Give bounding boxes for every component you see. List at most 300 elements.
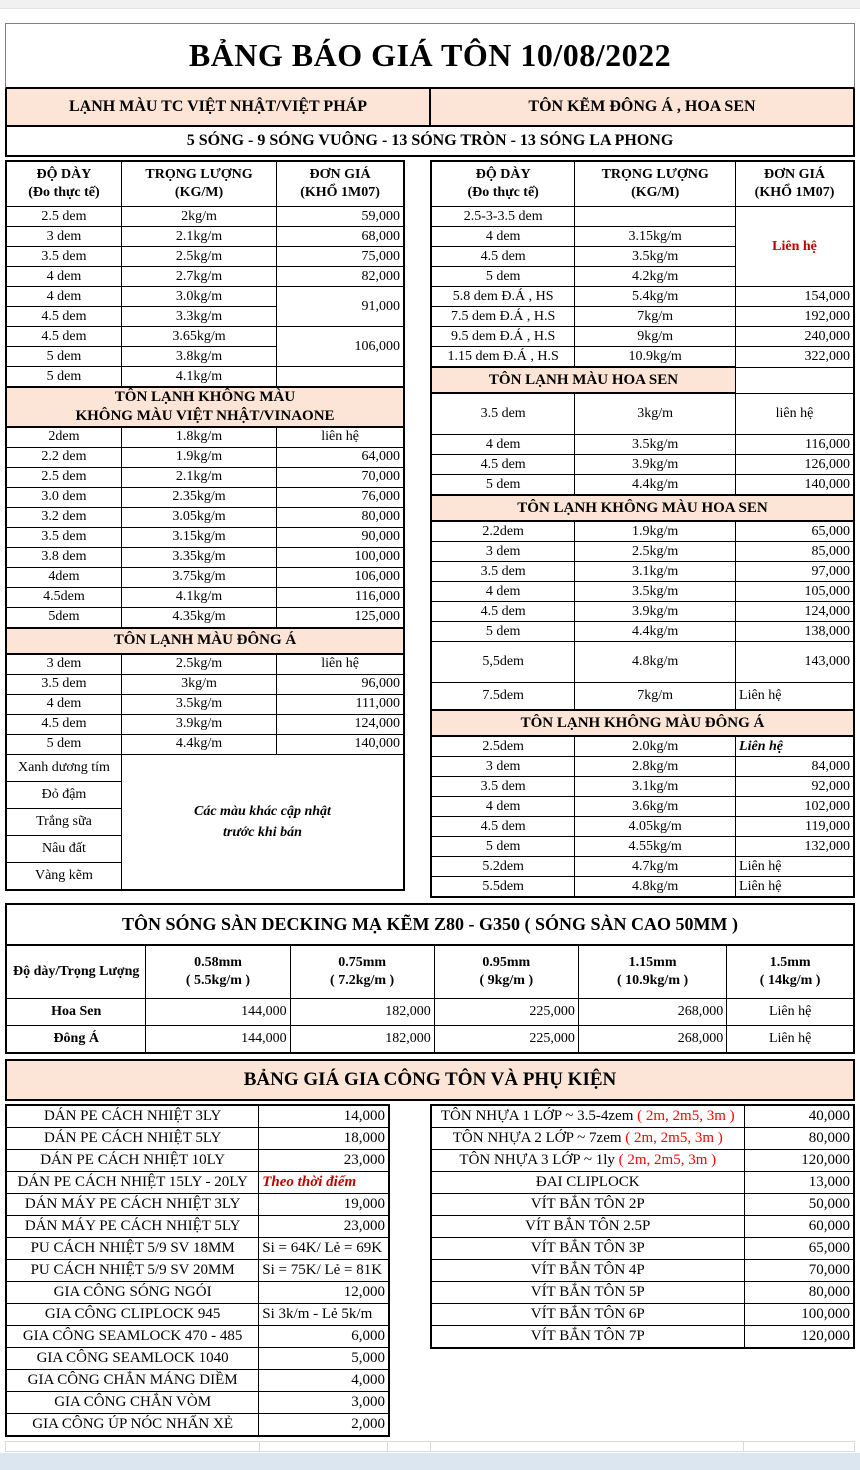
cell: 23,000 [259, 1150, 389, 1172]
cell: 4.5 dem [431, 247, 575, 267]
cell: Liên hệ [736, 736, 854, 757]
cell: 268,000 [578, 1026, 726, 1054]
empty-cell [260, 1441, 388, 1452]
table-row [431, 327, 854, 347]
cell: ĐỘ DÀY (Đo thực tế) [6, 161, 121, 207]
cell: 3.5 dem [431, 393, 575, 435]
cell: 4.5 dem [431, 817, 575, 837]
table-row [6, 207, 404, 227]
table-row [431, 495, 854, 521]
cell: liên hệ [736, 393, 854, 435]
cell: Liên hệ [727, 1026, 854, 1054]
cell: 3.8kg/m [121, 347, 276, 367]
empty-cell [744, 1441, 855, 1452]
cell: Si 3k/m - Lẻ 5k/m [259, 1304, 389, 1326]
cell: 59,000 [277, 207, 404, 227]
cell: 2.7kg/m [121, 267, 276, 287]
cell: Hoa Sen [6, 999, 146, 1026]
cell: 3.05kg/m [121, 507, 276, 527]
cell: 2kg/m [121, 207, 276, 227]
table-row [431, 347, 854, 368]
cell: ĐỘ DÀY (Đo thực tế) [431, 161, 575, 207]
cell: 4,000 [259, 1370, 389, 1392]
cell: DÁN PE CÁCH NHIỆT 10LY [6, 1150, 259, 1172]
cell: VÍT BẮN TÔN 7P [431, 1326, 744, 1349]
cell: 7.5dem [431, 683, 575, 711]
cell: 3kg/m [575, 393, 736, 435]
cell: 5.5dem [431, 877, 575, 898]
cell: 4.05kg/m [575, 817, 736, 837]
cell: 100,000 [744, 1304, 854, 1326]
cell: 1.9kg/m [121, 447, 276, 467]
cell: DÁN MÁY PE CÁCH NHIỆT 5LY [6, 1216, 259, 1238]
table-row [6, 507, 404, 527]
cell: TÔN LẠNH KHÔNG MÀU ĐÔNG Á [431, 710, 854, 736]
cell: ĐƠN GIÁ (KHỔ 1M07) [736, 161, 854, 207]
cell: 80,000 [744, 1128, 854, 1150]
table-row [431, 367, 854, 393]
table-row [431, 642, 854, 683]
cell: 2dem [6, 427, 121, 448]
table-row [6, 999, 854, 1026]
cell: 19,000 [259, 1194, 389, 1216]
cell: 75,000 [277, 247, 404, 267]
wave-types-subtitle: 5 SÓNG - 9 SÓNG VUÔNG - 13 SÓNG TRÒN - 13 SÓNG LA PHONG [5, 127, 855, 157]
cell: 3.5 dem [431, 562, 575, 582]
table-row [6, 1105, 389, 1128]
cell: 2.2 dem [6, 447, 121, 467]
table-row [6, 567, 404, 587]
cell: 23,000 [259, 1216, 389, 1238]
cell: VÍT BẮN TÔN 5P [431, 1282, 744, 1304]
cell: 2.5-3-3.5 dem [431, 207, 575, 227]
cell: GIA CÔNG CHẮN MÁNG DIỀM [6, 1370, 259, 1392]
table-row [431, 797, 854, 817]
cell: 3 dem [6, 227, 121, 247]
cell: Si = 75K/ Lẻ = 81K [259, 1260, 389, 1282]
cell: 100,000 [277, 547, 404, 567]
table-row [431, 1304, 854, 1326]
cell: 9.5 dem Đ.Á , H.S [431, 327, 575, 347]
cell: 4 dem [431, 582, 575, 602]
cell: Xanh dương tím [6, 754, 121, 781]
table-row [431, 521, 854, 542]
cell: PU CÁCH NHIỆT 5/9 SV 18MM [6, 1238, 259, 1260]
cell: 3kg/m [121, 674, 276, 694]
cell: 2,000 [259, 1414, 389, 1437]
cell: 4.55kg/m [575, 837, 736, 857]
table-row [431, 542, 854, 562]
cell [575, 207, 736, 227]
text-part: TÔN NHỰA 2 LỚP ~ 7zem [452, 1130, 626, 1146]
cell: 14,000 [259, 1105, 389, 1128]
table-row [6, 1370, 389, 1392]
table-row [431, 1128, 854, 1150]
table-row [431, 1216, 854, 1238]
cell: 4.8kg/m [575, 877, 736, 898]
cell: 5 dem [6, 734, 121, 754]
table-row [6, 1326, 389, 1348]
cell: 2.1kg/m [121, 467, 276, 487]
cell: 268,000 [578, 999, 726, 1026]
empty-cell [388, 1441, 431, 1452]
table-row [431, 602, 854, 622]
cell: 3.3kg/m [121, 307, 276, 327]
table-gia-cong [5, 1104, 390, 1437]
cell: ĐƠN GIÁ (KHỔ 1M07) [277, 161, 404, 207]
cell: ĐAI CLIPLOCK [431, 1172, 744, 1194]
cell: Theo thời điểm [259, 1172, 389, 1194]
table-row [431, 287, 854, 307]
cell: GIA CÔNG SÓNG NGÓI [6, 1282, 259, 1304]
acc-right-table [430, 1104, 855, 1349]
price-sheet [5, 23, 855, 1452]
cell: 4.5 dem [6, 307, 121, 327]
table-row [6, 628, 404, 654]
cell: 5 dem [431, 475, 575, 496]
cell: Vàng kẽm [6, 862, 121, 890]
table-row [6, 1392, 389, 1414]
cell: 3.2 dem [6, 507, 121, 527]
cell: 4.8kg/m [575, 642, 736, 683]
table-row [6, 674, 404, 694]
cell: 12,000 [259, 1282, 389, 1304]
table-row [431, 435, 854, 455]
cell: 50,000 [744, 1194, 854, 1216]
cell: 3.15kg/m [575, 227, 736, 247]
cell: 5 dem [6, 347, 121, 367]
table-row [431, 1172, 854, 1194]
cell: 3.6kg/m [575, 797, 736, 817]
cell: 4.1kg/m [121, 367, 276, 388]
cell: 154,000 [736, 287, 854, 307]
cell: 68,000 [277, 227, 404, 247]
cell [431, 1150, 744, 1172]
table-row [6, 527, 404, 547]
cell: 4.4kg/m [121, 734, 276, 754]
cell: 322,000 [736, 347, 854, 368]
decking-table [5, 944, 855, 1054]
table-row [6, 287, 404, 307]
cell: GIA CÔNG ÚP NÓC NHẤN XẺ [6, 1414, 259, 1437]
cell: 3.15kg/m [121, 527, 276, 547]
cell: 106,000 [277, 567, 404, 587]
cell: 3.0kg/m [121, 287, 276, 307]
cell: 3.9kg/m [575, 455, 736, 475]
table-row [6, 1026, 854, 1054]
cell: 85,000 [736, 542, 854, 562]
brand-banner [5, 89, 855, 127]
cell: 3.5kg/m [575, 582, 736, 602]
cell: 0.75mm ( 7.2kg/m ) [290, 945, 434, 999]
cell: 90,000 [277, 527, 404, 547]
cell: 225,000 [434, 1026, 578, 1054]
cell: 3,000 [259, 1392, 389, 1414]
cell: 0.58mm ( 5.5kg/m ) [146, 945, 290, 999]
table-row [6, 467, 404, 487]
decking-section-title: TÔN SÓNG SÀN DECKING MẠ KẼM Z80 - G350 ( SÓNG SÀN CAO 50MM ) [5, 903, 855, 944]
table-row [6, 327, 404, 347]
table-ton-kem-dong-a-hoa-sen [430, 160, 855, 898]
table-row [6, 714, 404, 734]
cell: 3.1kg/m [575, 562, 736, 582]
cell: 5 dem [431, 622, 575, 642]
cell: 92,000 [736, 777, 854, 797]
cell: 3.0 dem [6, 487, 121, 507]
cell: 2.0kg/m [575, 736, 736, 757]
cell: 2.5dem [431, 736, 575, 757]
cell: 4.5 dem [431, 455, 575, 475]
cell: VÍT BẮN TÔN 3P [431, 1238, 744, 1260]
cell: 3.5kg/m [575, 435, 736, 455]
table-row [6, 1348, 389, 1370]
cell: Si = 64K/ Lẻ = 69K [259, 1238, 389, 1260]
cell: TÔN LẠNH KHÔNG MÀU HOA SEN [431, 495, 854, 521]
cell: 4.4kg/m [575, 622, 736, 642]
cell: 126,000 [736, 455, 854, 475]
cell: 5.4kg/m [575, 287, 736, 307]
cell: TÔN LẠNH MÀU HOA SEN [431, 367, 736, 393]
table-row [431, 582, 854, 602]
cell: 5dem [6, 607, 121, 628]
cell: 125,000 [277, 607, 404, 628]
cell: 18,000 [259, 1128, 389, 1150]
cell: 84,000 [736, 757, 854, 777]
table-row [431, 1238, 854, 1260]
cell: TRỌNG LƯỢNG (KG/M) [121, 161, 276, 207]
cell: 64,000 [277, 447, 404, 467]
page-title: BẢNG BÁO GIÁ TÔN 10/08/2022 [5, 23, 855, 89]
cell: 102,000 [736, 797, 854, 817]
table-row [6, 1172, 389, 1194]
cell: 1.8kg/m [121, 427, 276, 448]
cell: 10.9kg/m [575, 347, 736, 368]
cell: 4 dem [6, 287, 121, 307]
cell: 124,000 [277, 714, 404, 734]
cell: Nâu đất [6, 835, 121, 862]
table-row [431, 307, 854, 327]
cell: 4dem [6, 567, 121, 587]
table-row [6, 1260, 389, 1282]
cell: Liên hệ [736, 683, 854, 711]
banner-dong-a-hoa-sen: TÔN KẼM ĐÔNG Á , HOA SEN [429, 89, 853, 127]
cell: TÔN LẠNH MÀU ĐÔNG Á [6, 628, 404, 654]
table-row [431, 683, 854, 711]
table-row [431, 1282, 854, 1304]
cell: 5.2dem [431, 857, 575, 877]
cell: 140,000 [277, 734, 404, 754]
table-row [6, 367, 404, 388]
cell: liên hệ [277, 427, 404, 448]
cell [431, 1105, 744, 1128]
table-row [431, 736, 854, 757]
cell: 70,000 [277, 467, 404, 487]
table-row [6, 694, 404, 714]
cell: 192,000 [736, 307, 854, 327]
cell: 4 dem [431, 797, 575, 817]
table-row [431, 622, 854, 642]
cell: Liên hệ [736, 877, 854, 898]
table-row [6, 1128, 389, 1150]
cell: 3.5 dem [6, 674, 121, 694]
cell: 225,000 [434, 999, 578, 1026]
table-row [6, 1414, 389, 1437]
cell: 1.15 dem Đ.Á , H.S [431, 347, 575, 368]
table-row [6, 267, 404, 287]
cell: 1.5mm ( 14kg/m ) [727, 945, 854, 999]
table-row [6, 587, 404, 607]
upper-tables-row [5, 160, 855, 898]
cell: 182,000 [290, 1026, 434, 1054]
table-row [6, 161, 404, 207]
cell: 1.15mm ( 10.9kg/m ) [578, 945, 726, 999]
acc-left-table [5, 1104, 390, 1437]
cell: 2.1kg/m [121, 227, 276, 247]
table-phu-kien [430, 1104, 855, 1349]
cell: 0.95mm ( 9kg/m ) [434, 945, 578, 999]
cell: 106,000 [277, 327, 404, 367]
cell: 40,000 [744, 1105, 854, 1128]
empty-spreadsheet-row [5, 1441, 855, 1452]
cell: 60,000 [744, 1216, 854, 1238]
empty-cell [431, 1441, 744, 1452]
cell: Liên hệ [736, 857, 854, 877]
cell: VÍT BẮN TÔN 2P [431, 1194, 744, 1216]
table-row [6, 945, 854, 999]
cell: 5,5dem [431, 642, 575, 683]
cell: 2.2dem [431, 521, 575, 542]
cell: 80,000 [744, 1282, 854, 1304]
cell: 80,000 [277, 507, 404, 527]
cell [431, 1128, 744, 1150]
cell: 4.5dem [6, 587, 121, 607]
table-row [431, 1150, 854, 1172]
cell: 120,000 [744, 1150, 854, 1172]
cell: Trắng sữa [6, 808, 121, 835]
cell: 4.5 dem [6, 327, 121, 347]
cell: 7kg/m [575, 683, 736, 711]
table-row [6, 754, 404, 781]
cell: 7.5 dem Đ.Á , H.S [431, 307, 575, 327]
table-row [6, 734, 404, 754]
cell: GIA CÔNG CHẮN VÒM [6, 1392, 259, 1414]
table-row [431, 837, 854, 857]
table-row [6, 1216, 389, 1238]
cell: 3.9kg/m [121, 714, 276, 734]
cell: 5 dem [431, 267, 575, 287]
cell: 140,000 [736, 475, 854, 496]
cell: GIA CÔNG SEAMLOCK 470 - 485 [6, 1326, 259, 1348]
table-row [431, 777, 854, 797]
cell: 3.35kg/m [121, 547, 276, 567]
text-part: ( 2m, 2m5, 3m ) [625, 1130, 723, 1146]
upper-right-table [430, 160, 855, 898]
table-row [431, 161, 854, 207]
table-row [6, 447, 404, 467]
table-row [431, 1260, 854, 1282]
cell: liên hệ [277, 654, 404, 675]
table-row [6, 247, 404, 267]
cell: Liên hệ [736, 207, 854, 287]
cell: 2.5 dem [6, 467, 121, 487]
text-part: ( 2m, 2m5, 3m ) [637, 1108, 735, 1124]
cell: 13,000 [744, 1172, 854, 1194]
cell: DÁN MÁY PE CÁCH NHIỆT 3LY [6, 1194, 259, 1216]
table-row [431, 1326, 854, 1349]
cell: PU CÁCH NHIỆT 5/9 SV 20MM [6, 1260, 259, 1282]
cell: 2.35kg/m [121, 487, 276, 507]
cell: 3.8 dem [6, 547, 121, 567]
cell [277, 367, 404, 388]
text-part: ( 2m, 2m5, 3m ) [618, 1152, 717, 1168]
cell: 65,000 [744, 1238, 854, 1260]
table-row [431, 455, 854, 475]
table-row [431, 757, 854, 777]
cell: 105,000 [736, 582, 854, 602]
cell: 4.1kg/m [121, 587, 276, 607]
cell: 5.8 dem Đ.Á , HS [431, 287, 575, 307]
cell: 5 dem [6, 367, 121, 388]
table-row [431, 393, 854, 435]
cell: Các màu khác cập nhật trước khi bán [121, 754, 404, 890]
cell: 76,000 [277, 487, 404, 507]
cell: 70,000 [744, 1260, 854, 1282]
cell: 116,000 [736, 435, 854, 455]
cell: 3 dem [6, 654, 121, 675]
cell: 3 dem [431, 542, 575, 562]
cell: 3.75kg/m [121, 567, 276, 587]
cell: Liên hệ [727, 999, 854, 1026]
cell: 4 dem [431, 227, 575, 247]
table-row [6, 1238, 389, 1260]
cell: 4.4kg/m [575, 475, 736, 496]
table-row [6, 1194, 389, 1216]
cell: 97,000 [736, 562, 854, 582]
cell: 3.5 dem [431, 777, 575, 797]
table-row [431, 207, 854, 227]
cell: Độ dày/Trọng Lượng [6, 945, 146, 999]
banner-viet-nhat: LẠNH MÀU TC VIỆT NHẬT/VIỆT PHÁP [7, 89, 429, 127]
cell: Đỏ đậm [6, 781, 121, 808]
cell: VÍT BẮN TÔN 6P [431, 1304, 744, 1326]
empty-cell [5, 1441, 260, 1452]
table-row [431, 1105, 854, 1128]
cell: Đông Á [6, 1026, 146, 1054]
cell: 96,000 [277, 674, 404, 694]
cell: TRỌNG LƯỢNG (KG/M) [575, 161, 736, 207]
cell: DÁN PE CÁCH NHIỆT 15LY - 20LY [6, 1172, 259, 1194]
cell: 91,000 [277, 287, 404, 327]
cell: DÁN PE CÁCH NHIỆT 5LY [6, 1128, 259, 1150]
cell: 119,000 [736, 817, 854, 837]
cell: 7kg/m [575, 307, 736, 327]
table-row [6, 1150, 389, 1172]
cell: 3 dem [431, 757, 575, 777]
cell: 3.9kg/m [575, 602, 736, 622]
table-row [6, 487, 404, 507]
cell: DÁN PE CÁCH NHIỆT 3LY [6, 1105, 259, 1128]
cell: 111,000 [277, 694, 404, 714]
table-row [6, 654, 404, 675]
cell: 4.5 dem [6, 714, 121, 734]
cell: 138,000 [736, 622, 854, 642]
cell: 132,000 [736, 837, 854, 857]
cell: 4.5 dem [431, 602, 575, 622]
table-row [431, 710, 854, 736]
table-decking [5, 944, 855, 1054]
cell: 4 dem [6, 267, 121, 287]
cell: 182,000 [290, 999, 434, 1026]
